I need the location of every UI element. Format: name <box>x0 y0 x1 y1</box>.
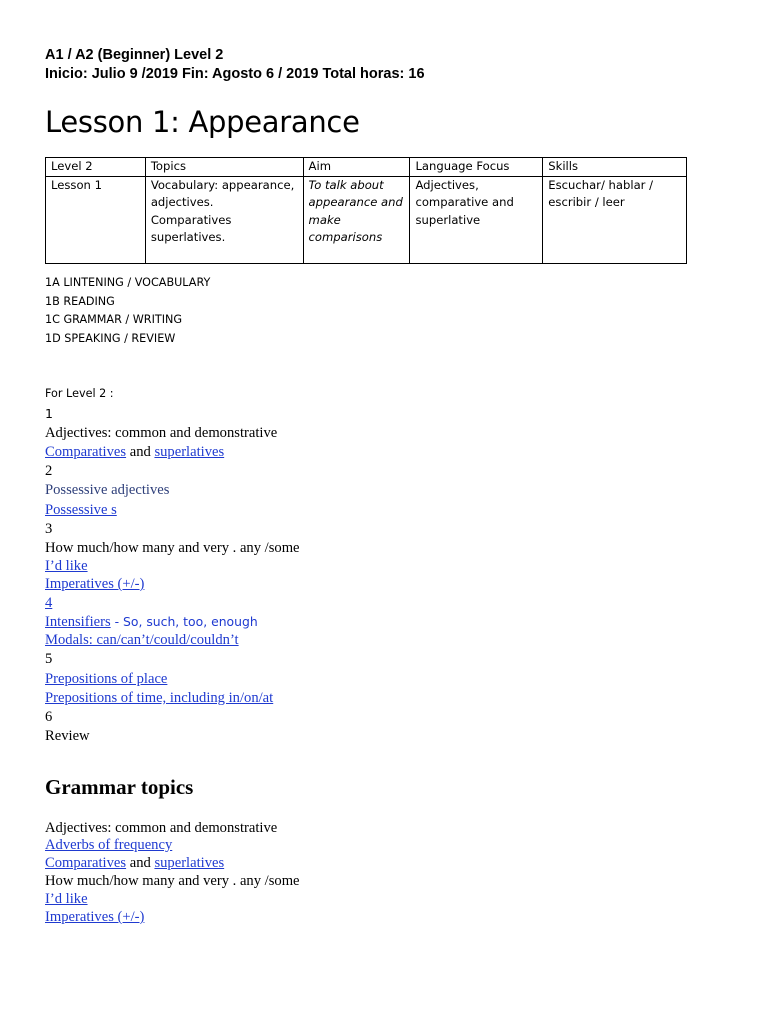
cell-aim <box>303 176 410 264</box>
imperatives-link[interactable]: Imperatives (+/-) <box>45 576 145 592</box>
comparatives-line <box>45 443 224 462</box>
id-like-line <box>45 557 88 576</box>
skills-line: escribir / leer <box>548 195 625 209</box>
header-language-focus: Language Focus <box>410 158 543 177</box>
grammar-comparatives-line <box>45 854 224 873</box>
section-item-1c: 1C GRAMMAR / WRITING <box>45 313 183 326</box>
course-level-heading: A1 / A2 (Beginner) Level 2 <box>45 47 224 63</box>
possessive-adjectives-text: Possessive adjectives <box>45 482 170 498</box>
aim-line: make <box>308 212 341 227</box>
prep-place-line <box>45 670 167 689</box>
grammar-how-much-text: How much/how many and very . any /some <box>45 873 300 889</box>
section-item-1b: 1B READING <box>45 294 115 308</box>
superlatives-link[interactable]: superlatives <box>154 444 225 460</box>
focus-line: superlative <box>415 212 481 227</box>
prep-time-line <box>45 689 273 708</box>
prepositions-place-link[interactable]: Prepositions of place <box>45 671 168 687</box>
topics-line: adjectives. Comparatives <box>150 195 232 227</box>
level-number-5: 5 <box>45 651 53 667</box>
grammar-topics-heading: Grammar topics <box>45 775 194 799</box>
header-level: Level 2 <box>46 158 146 177</box>
adverbs-frequency-link[interactable]: Adverbs of frequency <box>45 837 173 853</box>
imperatives-line <box>45 575 144 594</box>
level-number-3: 3 <box>45 521 53 537</box>
intensifiers-examples: - So, such, too, enough <box>110 614 258 629</box>
section-list <box>45 274 210 348</box>
section-item-1d: 1D SPEAKING / REVIEW <box>45 331 176 345</box>
lesson-title: Lesson 1: Appearance <box>45 105 360 139</box>
grammar-comparatives-link[interactable]: Comparatives <box>45 855 127 871</box>
prepositions-time-link[interactable]: Prepositions of time, including in/on/at <box>45 690 274 706</box>
table-row <box>46 176 687 264</box>
modals-link[interactable]: Modals: can/can’t/could/couldn’t <box>45 632 239 648</box>
cell-topics <box>145 176 303 264</box>
intensifiers-link[interactable]: Intensifiers <box>45 614 111 630</box>
grammar-superlatives-link[interactable]: superlatives <box>154 855 225 871</box>
level-number-1: 1 <box>45 406 53 421</box>
grammar-imperatives-line <box>45 908 144 927</box>
and-text: and <box>126 444 155 460</box>
focus-line: Adjectives, <box>415 177 479 192</box>
grammar-id-like-link[interactable]: I’d like <box>45 891 88 907</box>
level-number-2: 2 <box>45 463 53 479</box>
grammar-id-like-line <box>45 890 88 909</box>
adverbs-line <box>45 836 172 855</box>
header-topics: Topics <box>145 158 303 177</box>
review-text: Review <box>45 728 90 744</box>
level-number-4[interactable]: 4 <box>45 595 53 611</box>
for-level-label: For Level 2 : <box>45 387 114 400</box>
skills-line: Escuchar/ hablar / <box>548 177 654 192</box>
header-skills: Skills <box>543 158 687 177</box>
aim-line: appearance and <box>308 195 403 209</box>
lesson-plan-table <box>45 157 687 264</box>
and-text: and <box>126 855 155 871</box>
aim-line: comparisons <box>308 230 383 244</box>
adjectives-common-text: Adjectives: common and demonstrative <box>45 425 278 441</box>
possessive-s-line <box>45 501 117 520</box>
level-number-4-line <box>45 594 52 613</box>
how-much-text: How much/how many and very . any /some <box>45 540 300 556</box>
section-item-1a: 1A LINTENING / VOCABULARY <box>45 276 211 289</box>
id-like-link[interactable]: I’d like <box>45 558 88 574</box>
aim-line: To talk about <box>308 177 384 192</box>
header-aim: Aim <box>303 158 410 177</box>
cell-language-focus <box>410 176 543 264</box>
level-number-6: 6 <box>45 709 53 725</box>
topics-line: superlatives. <box>150 230 226 244</box>
focus-line: comparative and <box>415 195 514 209</box>
cell-skills <box>543 176 687 264</box>
cell-level <box>46 176 146 264</box>
grammar-adjectives-text: Adjectives: common and demonstrative <box>45 820 278 836</box>
possessive-s-link[interactable]: Possessive s <box>45 502 117 518</box>
course-dates-heading: Inicio: Julio 9 /2019 Fin: Agosto 6 / 2019 Total horas: 16 <box>45 66 425 82</box>
modals-line <box>45 631 239 650</box>
grammar-imperatives-link[interactable]: Imperatives (+/-) <box>45 909 145 925</box>
cell-level-text: Lesson 1 <box>51 177 102 192</box>
topics-line: Vocabulary: appearance, <box>150 177 295 192</box>
table-header-row <box>46 158 687 177</box>
intensifiers-line <box>45 612 258 632</box>
comparatives-link[interactable]: Comparatives <box>45 444 127 460</box>
